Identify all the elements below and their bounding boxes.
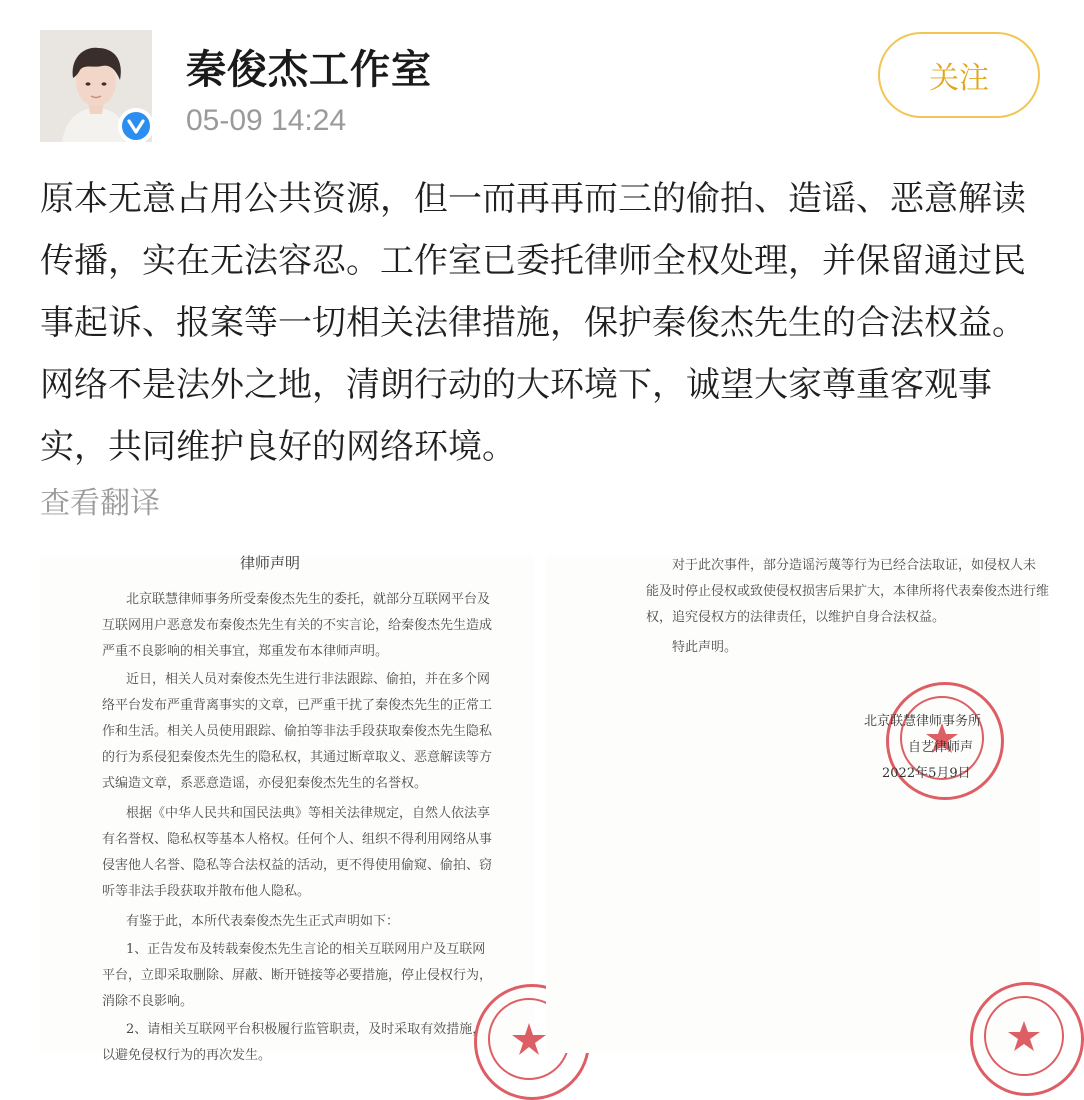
post-text-line: 传播，实在无法容忍。工作室已委托律师全权处理，并保留通过民 — [40, 241, 1026, 281]
post-header — [0, 0, 1080, 160]
doc-text-line: 式编造文章，系恶意造谣，亦侵犯秦俊杰先生的名誉权。 — [102, 776, 428, 791]
doc-text-line: 1、正告发布及转载秦俊杰先生言论的相关互联网用户及互联网 — [126, 942, 486, 957]
doc-text-line: 权，追究侵权方的法律责任，以维护自身合法权益。 — [646, 610, 946, 625]
doc-text-line: 消除不良影响。 — [102, 994, 194, 1009]
doc-text-line: 络平台发布严重背离事实的文章，已严重干扰了秦俊杰先生的正常工 — [102, 698, 493, 713]
view-translation-link[interactable]: 查看翻译 — [40, 486, 160, 521]
doc-text-line: 听等非法手段获取并散布他人隐私。 — [102, 884, 311, 899]
doc-text-line: 侵害他人名誉、隐私等合法权益的活动，更不得使用偷窥、偷拍、窃 — [102, 858, 493, 873]
doc-text-line: 的行为系侵犯秦俊杰先生的隐私权，其通过断章取义、恶意解读等方 — [102, 750, 493, 765]
post-text-line: 原本无意占用公共资源，但一而再再而三的偷拍、造谣、恶意解读 — [40, 179, 1026, 219]
attached-image-statement-page-2[interactable] — [546, 556, 1050, 1053]
post-text-line: 事起诉、报案等一切相关法律措施，保护秦俊杰先生的合法权益。 — [40, 303, 1026, 343]
doc-text-line: 有名誉权、隐私权等基本人格权。任何个人、组织不得利用网络从事 — [102, 832, 493, 847]
username[interactable]: 秦俊杰工作室 — [186, 47, 432, 93]
post-text-line: 实，共同维护良好的网络环境。 — [40, 427, 516, 467]
law-firm-seal-icon — [970, 982, 1084, 1096]
post-text-line: 网络不是法外之地，清朗行动的大环境下，诚望大家尊重客观事 — [40, 365, 992, 405]
doc-signature-firm: 北京联慧律师事务所 — [864, 714, 982, 729]
doc-text-line: 对于此次事件，部分造谣污蔑等行为已经合法取证，如侵权人未 — [672, 558, 1037, 573]
doc-text-line: 能及时停止侵权或致使侵权损害后果扩大，本律所将代表秦俊杰进行维 — [646, 584, 1050, 599]
doc-text-line: 北京联慧律师事务所受秦俊杰先生的委托，就部分互联网平台及 — [126, 592, 491, 607]
doc-signature-date: 2022年5月9日 — [882, 766, 971, 781]
doc-text-line: 以避免侵权行为的再次发生。 — [102, 1048, 272, 1063]
doc-text-line: 严重不良影响的相关事宜，郑重发布本律师声明。 — [102, 644, 389, 659]
verified-badge-icon — [118, 108, 154, 144]
doc-text-line: 互联网用户恶意发布秦俊杰先生有关的不实言论，给秦俊杰先生造成 — [102, 618, 493, 633]
doc-signature-name: 自艺律师声 — [908, 740, 974, 755]
doc-text-line: 根据《中华人民共和国民法典》等相关法律规定，自然人依法享 — [126, 806, 491, 821]
doc-text-line: 有鉴于此，本所代表秦俊杰先生正式声明如下： — [126, 914, 400, 929]
doc-title: 律师声明 — [240, 554, 301, 572]
post-timestamp: 05-09 14:24 — [186, 104, 347, 137]
doc-text-line: 作和生活。相关人员使用跟踪、偷拍等非法手段获取秦俊杰先生隐私 — [102, 724, 493, 739]
post-body — [40, 168, 1040, 478]
doc-text-line: 特此声明。 — [672, 640, 738, 655]
attached-image-statement-page-1[interactable] — [40, 554, 534, 1063]
doc-text-line: 平台，立即采取删除、屏蔽、断开链接等必要措施，停止侵权行为， — [102, 968, 493, 983]
follow-button[interactable]: 关注 — [878, 32, 1040, 118]
doc-text-line: 近日，相关人员对秦俊杰先生进行非法跟踪、偷拍，并在多个网 — [126, 672, 491, 687]
avatar-wrap[interactable] — [40, 30, 152, 142]
doc-text-line: 2、请相关互联网平台积极履行监管职责，及时采取有效措施， — [126, 1022, 486, 1037]
